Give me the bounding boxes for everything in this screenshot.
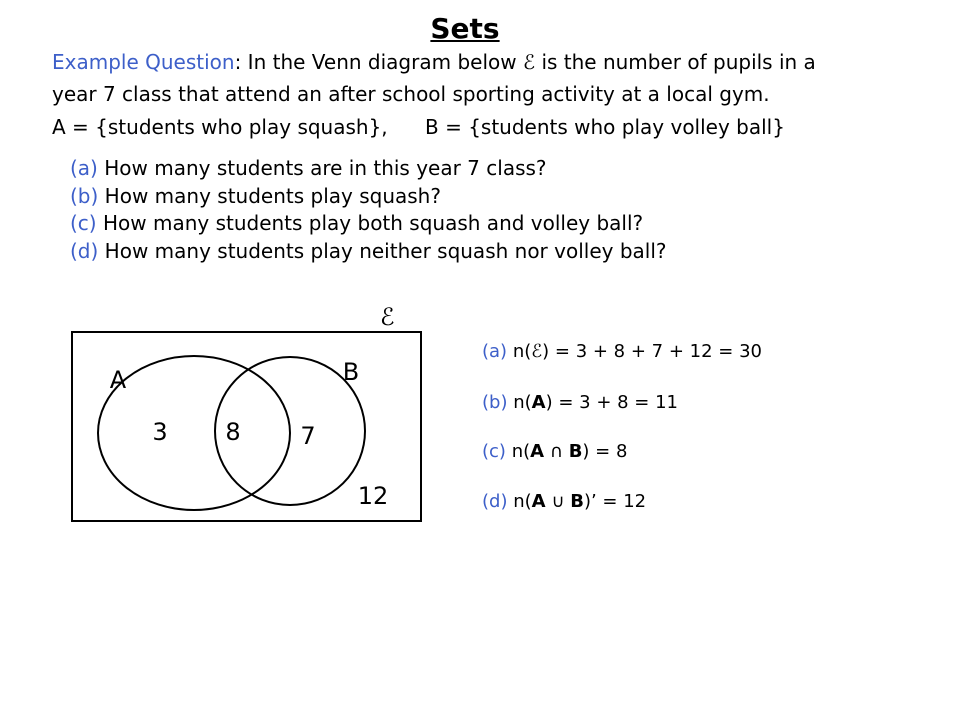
answer-a [482, 340, 762, 364]
intro-line-1 [52, 49, 816, 75]
page-title: Sets [430, 12, 500, 45]
intro-line-2: year 7 class that attend an after school sporting activity at a local gym. [52, 82, 770, 106]
question-a [70, 155, 547, 181]
answer-seg: )’ = 12 [583, 491, 647, 512]
question-text: How many students are in this year 7 class? [104, 156, 547, 180]
answer-universal-symbol: ℰ [531, 341, 543, 362]
answer-tag: (c) [482, 441, 506, 462]
answer-seg: ) = 8 [582, 441, 628, 462]
answer-seg: n( [511, 441, 531, 462]
only-a-count: 3 [152, 418, 168, 446]
question-tag: (a) [70, 156, 98, 180]
answer-b [482, 391, 678, 415]
venn-universal-symbol: ℰ [380, 303, 395, 331]
answer-seg: ) = 3 + 8 = 11 [545, 392, 679, 413]
answer-seg: n( [513, 491, 532, 512]
answer-seg: n( [513, 392, 532, 413]
question-d [70, 238, 667, 264]
intersection-symbol: ∩ [544, 441, 569, 462]
set-b-label: B [342, 358, 360, 386]
answer-set-b: B [568, 441, 583, 462]
universal-set-symbol: ℰ [522, 50, 536, 74]
set-b-definition: B = {students who play volley ball} [425, 115, 785, 139]
only-b-count: 7 [300, 422, 316, 450]
question-text: How many students play neither squash nor volley ball? [104, 239, 667, 263]
answer-set-a: A [531, 491, 546, 512]
answer-tag: (b) [482, 392, 508, 413]
answer-c [482, 440, 627, 464]
a-and-b-count: 8 [225, 418, 241, 446]
question-c [70, 210, 643, 236]
answer-set-a: A [530, 441, 545, 462]
set-a-definition: A = {students who play squash}, [52, 115, 388, 139]
answer-seg: n( [512, 341, 532, 362]
question-text: How many students play squash? [104, 184, 441, 208]
answer-seg: ) = 3 + 8 + 7 + 12 = 30 [542, 341, 762, 362]
example-question-label: Example Question [52, 50, 235, 74]
answer-tag: (d) [482, 491, 508, 512]
question-tag: (b) [70, 184, 99, 208]
answer-tag: (a) [482, 341, 508, 362]
set-a-label: A [109, 366, 127, 394]
question-b [70, 183, 441, 209]
question-tag: (c) [70, 211, 97, 235]
intro-text-1b: is the number of pupils in a [541, 50, 816, 74]
question-text: How many students play both squash and volley ball? [102, 211, 644, 235]
intro-text-1a: : In the Venn diagram below [234, 50, 517, 74]
question-tag: (d) [70, 239, 99, 263]
answer-set-a: A [531, 392, 546, 413]
neither-count: 12 [357, 482, 389, 510]
union-symbol: ∪ [545, 491, 571, 512]
answer-d [482, 490, 646, 514]
answer-set-b: B [570, 491, 584, 512]
